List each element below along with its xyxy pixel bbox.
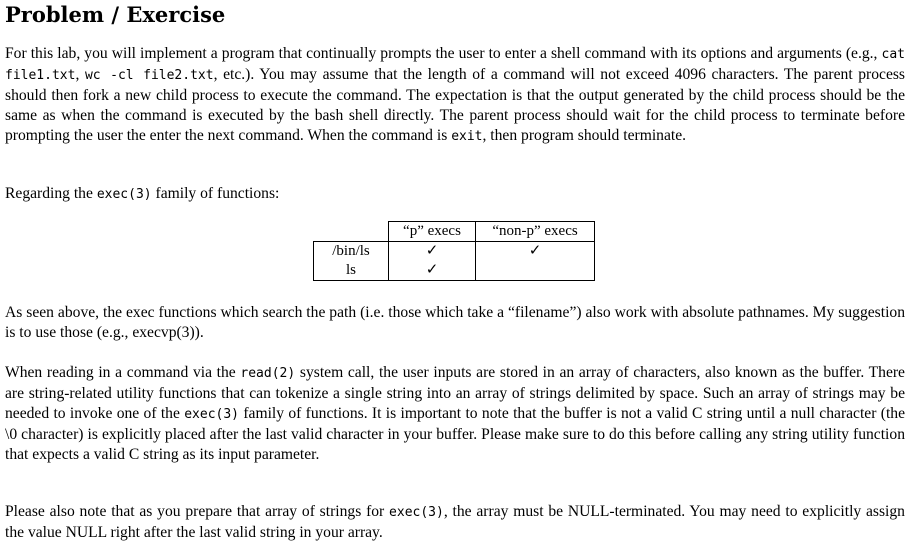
empty-cell xyxy=(476,261,595,281)
checkmark-icon: ✓ xyxy=(389,261,476,281)
row-label: /bin/ls xyxy=(314,242,389,262)
null-note-text: Please also note that as you prepare that array of strings for xyxy=(5,503,390,520)
code-cat: cat file1.txt xyxy=(5,47,905,83)
table-header-row xyxy=(314,222,595,242)
null-note-paragraph xyxy=(5,502,905,543)
reading-text: system call, the user inputs are stored in an array of characters, also known as the buffer. There are string-related utility functions that can tokenize a single string into an array of strings delimited by space. Such an array of strings may be needed to invoke one of the xyxy=(5,364,905,422)
exec-intro-text: Regarding the xyxy=(5,185,97,202)
code-wc: wc -cl file2.txt xyxy=(84,68,214,83)
table-row xyxy=(314,261,595,281)
checkmark-icon: ✓ xyxy=(476,242,595,262)
table-corner-cell xyxy=(314,222,389,242)
table-row xyxy=(314,242,595,262)
null-note-text: , the array must be NULL-terminated. You may need to explicitly assign the value NULL right after the last valid string in your array. xyxy=(5,503,905,541)
intro-paragraph xyxy=(5,44,905,147)
code-exit: exit xyxy=(451,129,483,144)
exec-table xyxy=(313,221,595,281)
intro-text: , then program should terminate. xyxy=(482,127,687,144)
page-title: Problem / Exercise xyxy=(5,2,226,27)
intro-text: , xyxy=(75,66,85,83)
code-exec: exec(3) xyxy=(96,187,152,202)
after-table-paragraph: As seen above, the exec functions which search the path (i.e. those which take a “filename”) also work with absolute pathnames. My suggestion is to use those (e.g., execvp(3)). xyxy=(5,304,905,341)
exec-intro-text: family of functions: xyxy=(151,185,280,202)
code-read: read(2) xyxy=(240,366,296,381)
row-label: ls xyxy=(314,261,389,281)
intro-text: For this lab, you will implement a program that continually prompts the user to enter a shell command with its options and arguments (e.g., xyxy=(5,45,882,62)
code-exec: exec(3) xyxy=(184,407,240,422)
reading-text: When reading in a command via the xyxy=(5,364,241,381)
table-header-nonp: “non-p” execs xyxy=(476,222,595,242)
intro-text: , etc.). You may assume that the length of a command will not exceed 4096 characters. The parent process should then fork a new child process to execute the command. The expectation is that the output generated by the child process should be the same as when the command is executed by the bash shell directly. The parent process should wait for the child process to terminate before prompting the user the enter the next command. When the command is xyxy=(5,66,906,144)
exec-intro-paragraph xyxy=(5,184,905,205)
reading-paragraph xyxy=(5,363,905,465)
table-header-p: “p” execs xyxy=(389,222,476,242)
code-exec: exec(3) xyxy=(389,505,444,520)
reading-text: family of functions. It is important to note that the buffer is not a valid C string until a null character (the \0 character) is explicitly placed after the last valid character in your buffer. Please make sure to do this before calling any string utility function that expects a valid C string as its input parameter. xyxy=(5,405,905,463)
checkmark-icon: ✓ xyxy=(389,242,476,262)
